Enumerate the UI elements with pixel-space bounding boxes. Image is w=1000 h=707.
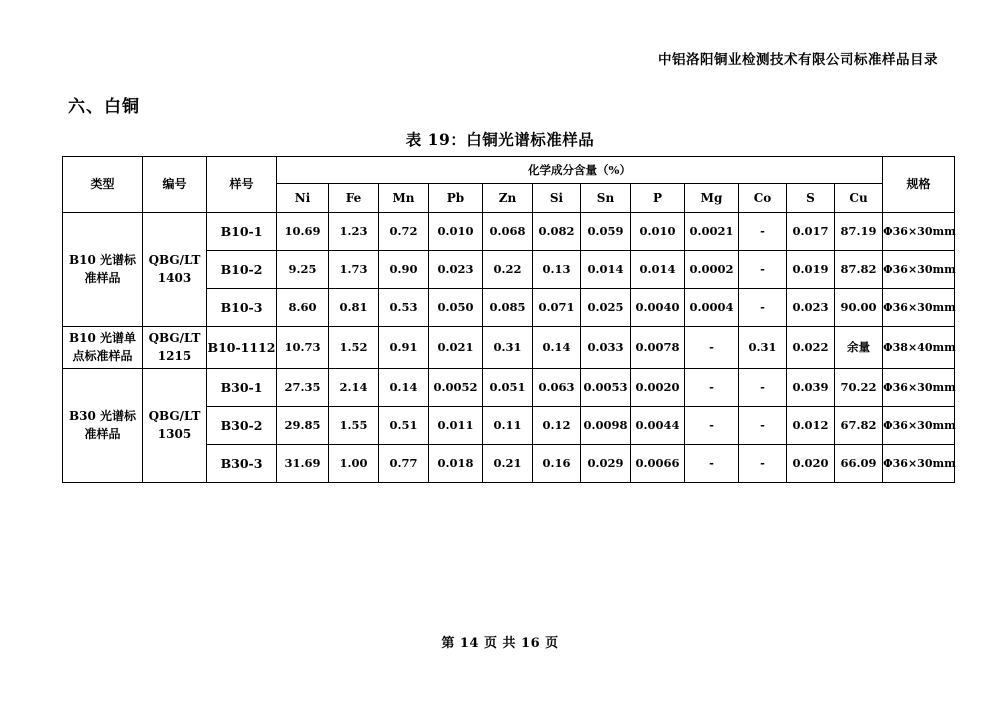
cell-value: 0.90 (379, 251, 429, 289)
cell-value: 0.51 (379, 407, 429, 445)
cell-spec: Φ36×30mm (883, 213, 955, 251)
cell-type: B30 光谱标准样品 (63, 369, 143, 483)
cell-value: 0.0053 (581, 369, 631, 407)
cell-sample: B10-1112 (207, 327, 277, 369)
header-element-si: Si (533, 184, 581, 213)
cell-value: 1.52 (329, 327, 379, 369)
cell-sample: B30-1 (207, 369, 277, 407)
cell-value: 0.011 (429, 407, 483, 445)
cell-value: 0.14 (379, 369, 429, 407)
cell-spec: Φ38×40mm (883, 327, 955, 369)
cell-value: 0.071 (533, 289, 581, 327)
cell-value: 0.0098 (581, 407, 631, 445)
table-body (63, 213, 955, 483)
cell-value: 0.77 (379, 445, 429, 483)
cell-value: 0.21 (483, 445, 533, 483)
cell-spec: Φ36×30mm (883, 289, 955, 327)
cell-value: 0.022 (787, 327, 835, 369)
header-element-sn: Sn (581, 184, 631, 213)
cell-value: 70.22 (835, 369, 883, 407)
page-footer: 第 14 页 共 16 页 (441, 636, 559, 651)
cell-code: QBG/LT 1305 (143, 369, 207, 483)
cell-value: 0.31 (483, 327, 533, 369)
cell-value: 0.014 (581, 251, 631, 289)
cell-value: 0.021 (429, 327, 483, 369)
cell-value: 9.25 (277, 251, 329, 289)
spec-table (62, 156, 955, 483)
cell-value: 0.0066 (631, 445, 685, 483)
header-element-s: S (787, 184, 835, 213)
cell-value: 66.09 (835, 445, 883, 483)
header-sample: 样号 (207, 157, 277, 213)
cell-type: B10 光谱单点标准样品 (63, 327, 143, 369)
header-element-zn: Zn (483, 184, 533, 213)
cell-value: 0.010 (631, 213, 685, 251)
cell-value: 1.73 (329, 251, 379, 289)
cell-value: 0.050 (429, 289, 483, 327)
header-element-mn: Mn (379, 184, 429, 213)
cell-value: - (739, 251, 787, 289)
cell-value: 0.019 (787, 251, 835, 289)
cell-value: 0.91 (379, 327, 429, 369)
cell-value: 0.11 (483, 407, 533, 445)
cell-value: - (685, 369, 739, 407)
section-heading: 六、白铜 (68, 97, 140, 117)
cell-sample: B30-2 (207, 407, 277, 445)
cell-value: 0.13 (533, 251, 581, 289)
cell-value: - (685, 327, 739, 369)
cell-value: 0.018 (429, 445, 483, 483)
cell-value: 0.025 (581, 289, 631, 327)
cell-value: - (739, 289, 787, 327)
cell-value: 0.16 (533, 445, 581, 483)
header-element-mg: Mg (685, 184, 739, 213)
running-header: 中铝洛阳铜业检测技术有限公司标准样品目录 (658, 52, 938, 68)
cell-value: 10.69 (277, 213, 329, 251)
header-element-ni: Ni (277, 184, 329, 213)
cell-sample: B10-1 (207, 213, 277, 251)
cell-code: QBG/LT 1215 (143, 327, 207, 369)
table-row (63, 369, 955, 407)
cell-value: 0.22 (483, 251, 533, 289)
cell-value: 29.85 (277, 407, 329, 445)
cell-value: 0.085 (483, 289, 533, 327)
cell-value: 1.55 (329, 407, 379, 445)
cell-spec: Φ36×30mm (883, 251, 955, 289)
cell-value: 27.35 (277, 369, 329, 407)
cell-spec: Φ36×30mm (883, 369, 955, 407)
cell-value: 0.53 (379, 289, 429, 327)
cell-value: 2.14 (329, 369, 379, 407)
header-type: 类型 (63, 157, 143, 213)
cell-value: 0.012 (787, 407, 835, 445)
cell-value: 31.69 (277, 445, 329, 483)
header-spec: 规格 (883, 157, 955, 213)
cell-value: 0.14 (533, 327, 581, 369)
cell-value: 87.19 (835, 213, 883, 251)
cell-value: 0.033 (581, 327, 631, 369)
cell-sample: B10-2 (207, 251, 277, 289)
table-row (63, 327, 955, 369)
cell-sample: B10-3 (207, 289, 277, 327)
header-element-cu: Cu (835, 184, 883, 213)
table-container (62, 156, 956, 483)
cell-value: 0.010 (429, 213, 483, 251)
cell-value: 0.068 (483, 213, 533, 251)
cell-value: 0.059 (581, 213, 631, 251)
cell-value: 0.023 (429, 251, 483, 289)
cell-value: 0.0020 (631, 369, 685, 407)
cell-value: 67.82 (835, 407, 883, 445)
cell-value: 87.82 (835, 251, 883, 289)
cell-value: 0.082 (533, 213, 581, 251)
cell-value: 0.31 (739, 327, 787, 369)
cell-value: - (739, 445, 787, 483)
cell-value: 0.0052 (429, 369, 483, 407)
cell-value: 90.00 (835, 289, 883, 327)
cell-spec: Φ36×30mm (883, 407, 955, 445)
header-element-p: P (631, 184, 685, 213)
cell-value: 0.0078 (631, 327, 685, 369)
cell-value: 10.73 (277, 327, 329, 369)
header-element-co: Co (739, 184, 787, 213)
cell-value: 0.0021 (685, 213, 739, 251)
cell-value: 余量 (835, 327, 883, 369)
cell-value: 0.12 (533, 407, 581, 445)
cell-value: 0.051 (483, 369, 533, 407)
cell-value: - (739, 369, 787, 407)
cell-value: 0.72 (379, 213, 429, 251)
header-element-fe: Fe (329, 184, 379, 213)
cell-value: 1.23 (329, 213, 379, 251)
cell-value: 1.00 (329, 445, 379, 483)
cell-value: - (685, 445, 739, 483)
cell-value: 0.023 (787, 289, 835, 327)
header-row-1 (63, 157, 955, 184)
cell-value: 8.60 (277, 289, 329, 327)
header-code: 编号 (143, 157, 207, 213)
cell-type: B10 光谱标准样品 (63, 213, 143, 327)
cell-value: 0.063 (533, 369, 581, 407)
cell-value: 0.0002 (685, 251, 739, 289)
table-head (63, 157, 955, 213)
cell-value: - (739, 213, 787, 251)
cell-value: - (685, 407, 739, 445)
cell-sample: B30-3 (207, 445, 277, 483)
cell-value: 0.029 (581, 445, 631, 483)
cell-value: 0.81 (329, 289, 379, 327)
table-caption: 表 19：白铜光谱标准样品 (405, 130, 595, 149)
table-row (63, 213, 955, 251)
cell-spec: Φ36×30mm (883, 445, 955, 483)
cell-value: 0.0040 (631, 289, 685, 327)
cell-value: 0.0004 (685, 289, 739, 327)
header-composition-group: 化学成分含量（%） (277, 157, 883, 184)
cell-value: 0.017 (787, 213, 835, 251)
header-element-pb: Pb (429, 184, 483, 213)
cell-value: 0.014 (631, 251, 685, 289)
cell-code: QBG/LT 1403 (143, 213, 207, 327)
cell-value: - (739, 407, 787, 445)
cell-value: 0.020 (787, 445, 835, 483)
cell-value: 0.039 (787, 369, 835, 407)
cell-value: 0.0044 (631, 407, 685, 445)
